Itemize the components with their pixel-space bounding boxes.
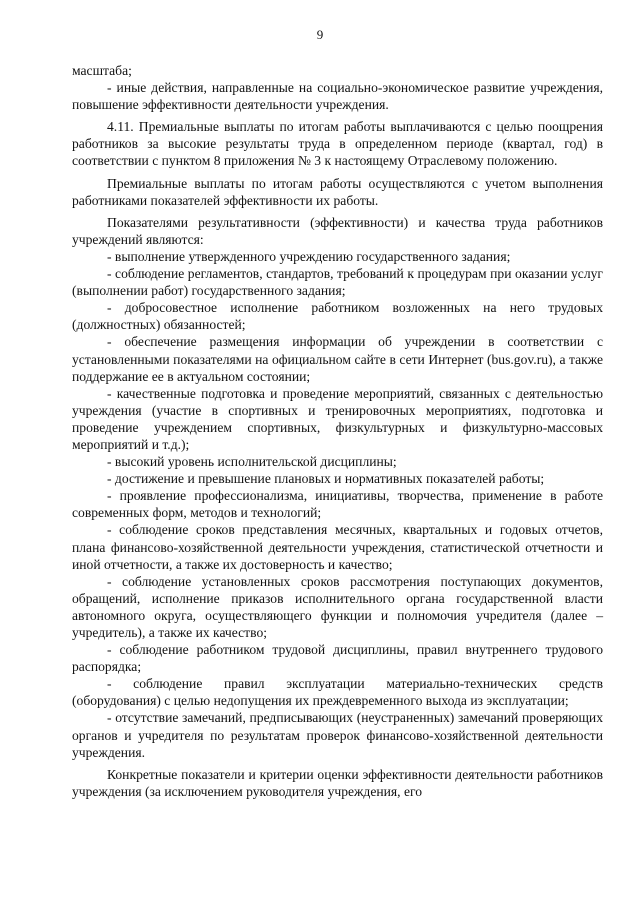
list-item-plan-achievement: - достижение и превышение плановых и нормативных показателей работы; bbox=[107, 471, 545, 487]
list-item-information: - обеспечение размещения информации об учреждении в соответствии с установленными показателями на официальном сайте в сети Интернет (bus.gov.ru), а также поддержание ее в актуальном состоянии; bbox=[72, 334, 603, 384]
list-item-discipline-level: - высокий уровень исполнительской дисциплины; bbox=[107, 454, 397, 470]
list-item-regulations: - соблюдение регламентов, стандартов, требований к процедурам при оказании услуг (выполнении работ) государственного задания; bbox=[72, 266, 603, 299]
paragraph-continuation: масштаба; bbox=[72, 63, 132, 78]
list-item-reporting-deadlines: - соблюдение сроков представления месячных, квартальных и годовых отчетов, плана финансово-хозяйственной деятельности учреждения, статистической отчетности и иной отчетности, а также их достоверность и качество; bbox=[72, 522, 603, 572]
paragraph-criteria: Конкретные показатели и критерии оценки эффективности деятельности работников учреждения (за исключением руководителя учреждения, его bbox=[72, 766, 603, 799]
list-item-equipment-rules: - соблюдение правил эксплуатации материально-технических средств (оборудования) с целью недопущения их преждевременного выхода из эксплуатации; bbox=[72, 676, 603, 709]
list-item-labor-discipline: - соблюдение работником трудовой дисциплины, правил внутреннего трудового распорядка; bbox=[72, 642, 603, 675]
list-item-no-remarks: - отсутствие замечаний, предписывающих (неустраненных) замечаний проверяющих органов и учредителя по результатам проверок финансово-хозяйственной деятельности учреждения. bbox=[72, 710, 603, 760]
list-item-state-task: - выполнение утвержденного учреждению государственного задания; bbox=[107, 248, 511, 264]
list-item-events: - качественные подготовка и проведение мероприятий, связанных с деятельностью учреждения (участие в спортивных и тренировочных мероприятиях, подготовка и проведение учреждением спортивных, физкультурных и физкультурно-массовых мероприятий и т.д.); bbox=[72, 385, 603, 452]
paragraph-indicators-intro: Показателями результативности (эффективности) и качества труда работников учреждений являются: bbox=[72, 214, 603, 247]
list-item-duties: - добросовестное исполнение работником возложенных на него трудовых (должностных) обязанностей; bbox=[72, 300, 603, 333]
clause-4-11: 4.11. Премиальные выплаты по итогам работы выплачиваются с целью поощрения работников за высокие результаты труда в определенном периоде (квартал, год) в соответствии с пунктом 8 приложения № 3 к настоящему Отраслевому положению. bbox=[72, 119, 603, 169]
list-item-document-deadlines: - соблюдение установленных сроков рассмотрения поступающих документов, обращений, исполнение приказов исполнительного органа государственной власти автономного округа, осуществляющего функции и полномочия учредителя (далее – учредитель), а также их качество; bbox=[72, 573, 603, 640]
page-number: 9 bbox=[316, 27, 324, 42]
paragraph-bonus-payments: Премиальные выплаты по итогам работы осуществляются с учетом выполнения работниками показателей эффективности их работы. bbox=[72, 175, 603, 208]
list-item-other-actions: - иные действия, направленные на социально-экономическое развитие учреждения, повышение эффективности деятельности учреждения. bbox=[72, 80, 603, 113]
list-item-professionalism: - проявление профессионализма, инициативы, творчества, применение в работе современных форм, методов и технологий; bbox=[72, 488, 603, 521]
document-body bbox=[72, 62, 603, 800]
